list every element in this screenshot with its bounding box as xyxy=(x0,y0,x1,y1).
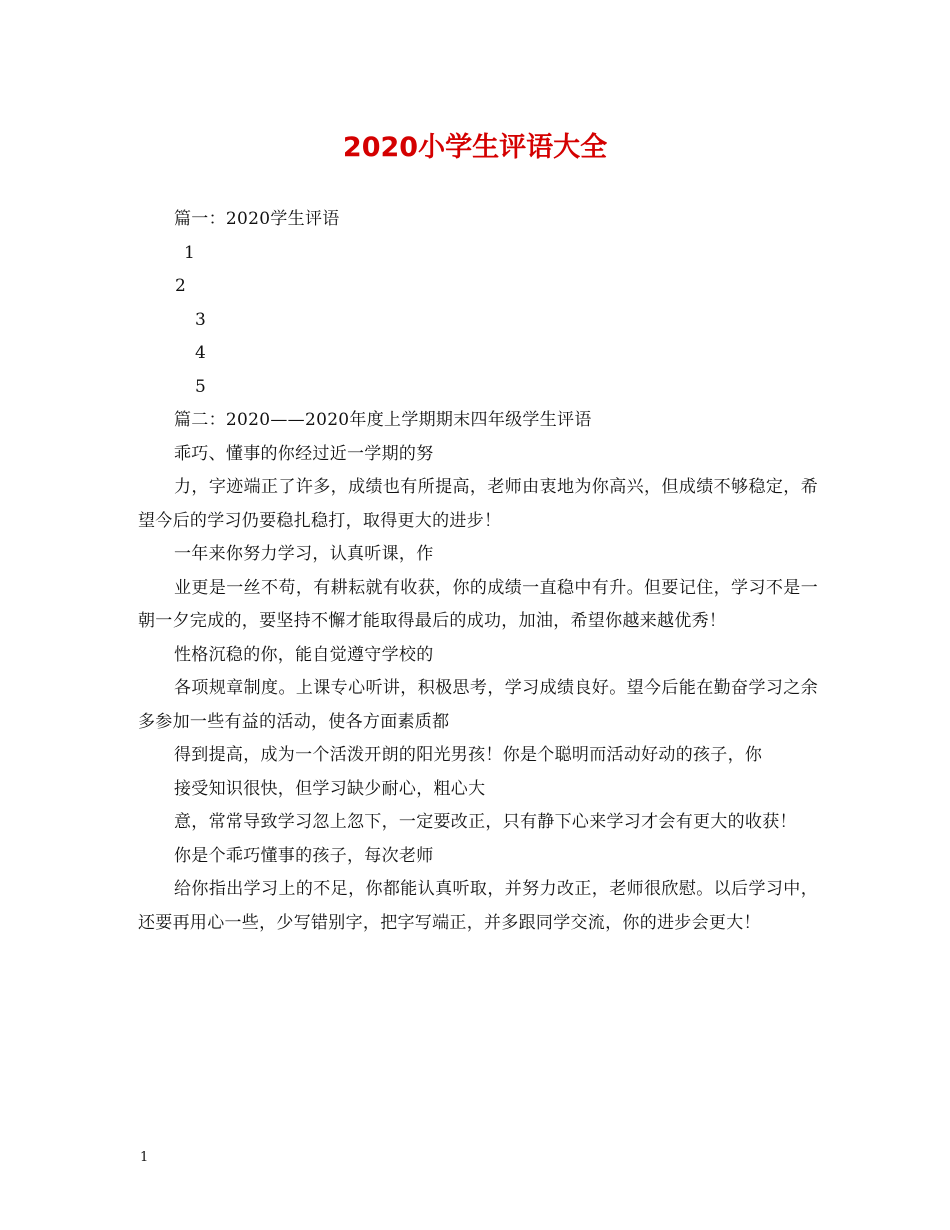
paragraph: 接受知识很快，但学习缺少耐心，粗心大 xyxy=(174,778,486,799)
section-heading-1: 篇一：2020学生评语 xyxy=(174,209,340,229)
number-item: 2 xyxy=(175,276,187,296)
document-title: 2020小学生评语大全 xyxy=(342,132,608,163)
document-body xyxy=(138,203,818,940)
paragraph: 力，字迹端正了许多，成绩也有所提高，老师由衷地为你高兴，但成绩不够稳定，希望今后的学习仍要稳扎稳打，取得更大的进步！ xyxy=(138,477,818,531)
paragraph: 你是个乖巧懂事的孩子，每次老师 xyxy=(174,845,434,866)
paragraph: 给你指出学习上的不足，你都能认真听取，并努力改正，老师很欣慰。以后学习中，还要再用心一些，少写错别字，把字写端正，并多跟同学交流，你的进步会更大！ xyxy=(138,879,818,933)
page-number: 1 xyxy=(140,1150,149,1165)
number-item: 3 xyxy=(195,309,207,330)
paragraph: 性格沉稳的你，能自觉遵守学校的 xyxy=(174,644,434,665)
paragraph: 意，常常导致学习忽上忽下，一定要改正，只有静下心来学习才会有更大的收获！ xyxy=(174,812,797,832)
paragraph: 一年来你努力学习，认真听课，作 xyxy=(174,544,434,564)
paragraph: 得到提高，成为一个活泼开朗的阳光男孩！你是个聪明而活动好动的孩子，你 xyxy=(174,745,763,765)
paragraph: 业更是一丝不苟，有耕耘就有收获，你的成绩一直稳中有升。但要记住，学习不是一朝一夕完成的，要坚持不懈才能取得最后的成功，加油，希望你越来越优秀！ xyxy=(138,577,818,631)
number-item: 4 xyxy=(195,343,207,363)
paragraph: 各项规章制度。上课专心听讲，积极思考，学习成绩良好。望今后能在勤奋学习之余多参加一些有益的活动，使各方面素质都 xyxy=(138,678,818,732)
paragraph: 乖巧、懂事的你经过近一学期的努 xyxy=(174,443,434,464)
section-heading-2: 篇二：2020——2020年度上学期期末四年级学生评语 xyxy=(174,410,592,430)
number-item: 1 xyxy=(184,242,196,263)
number-item: 5 xyxy=(195,376,207,397)
